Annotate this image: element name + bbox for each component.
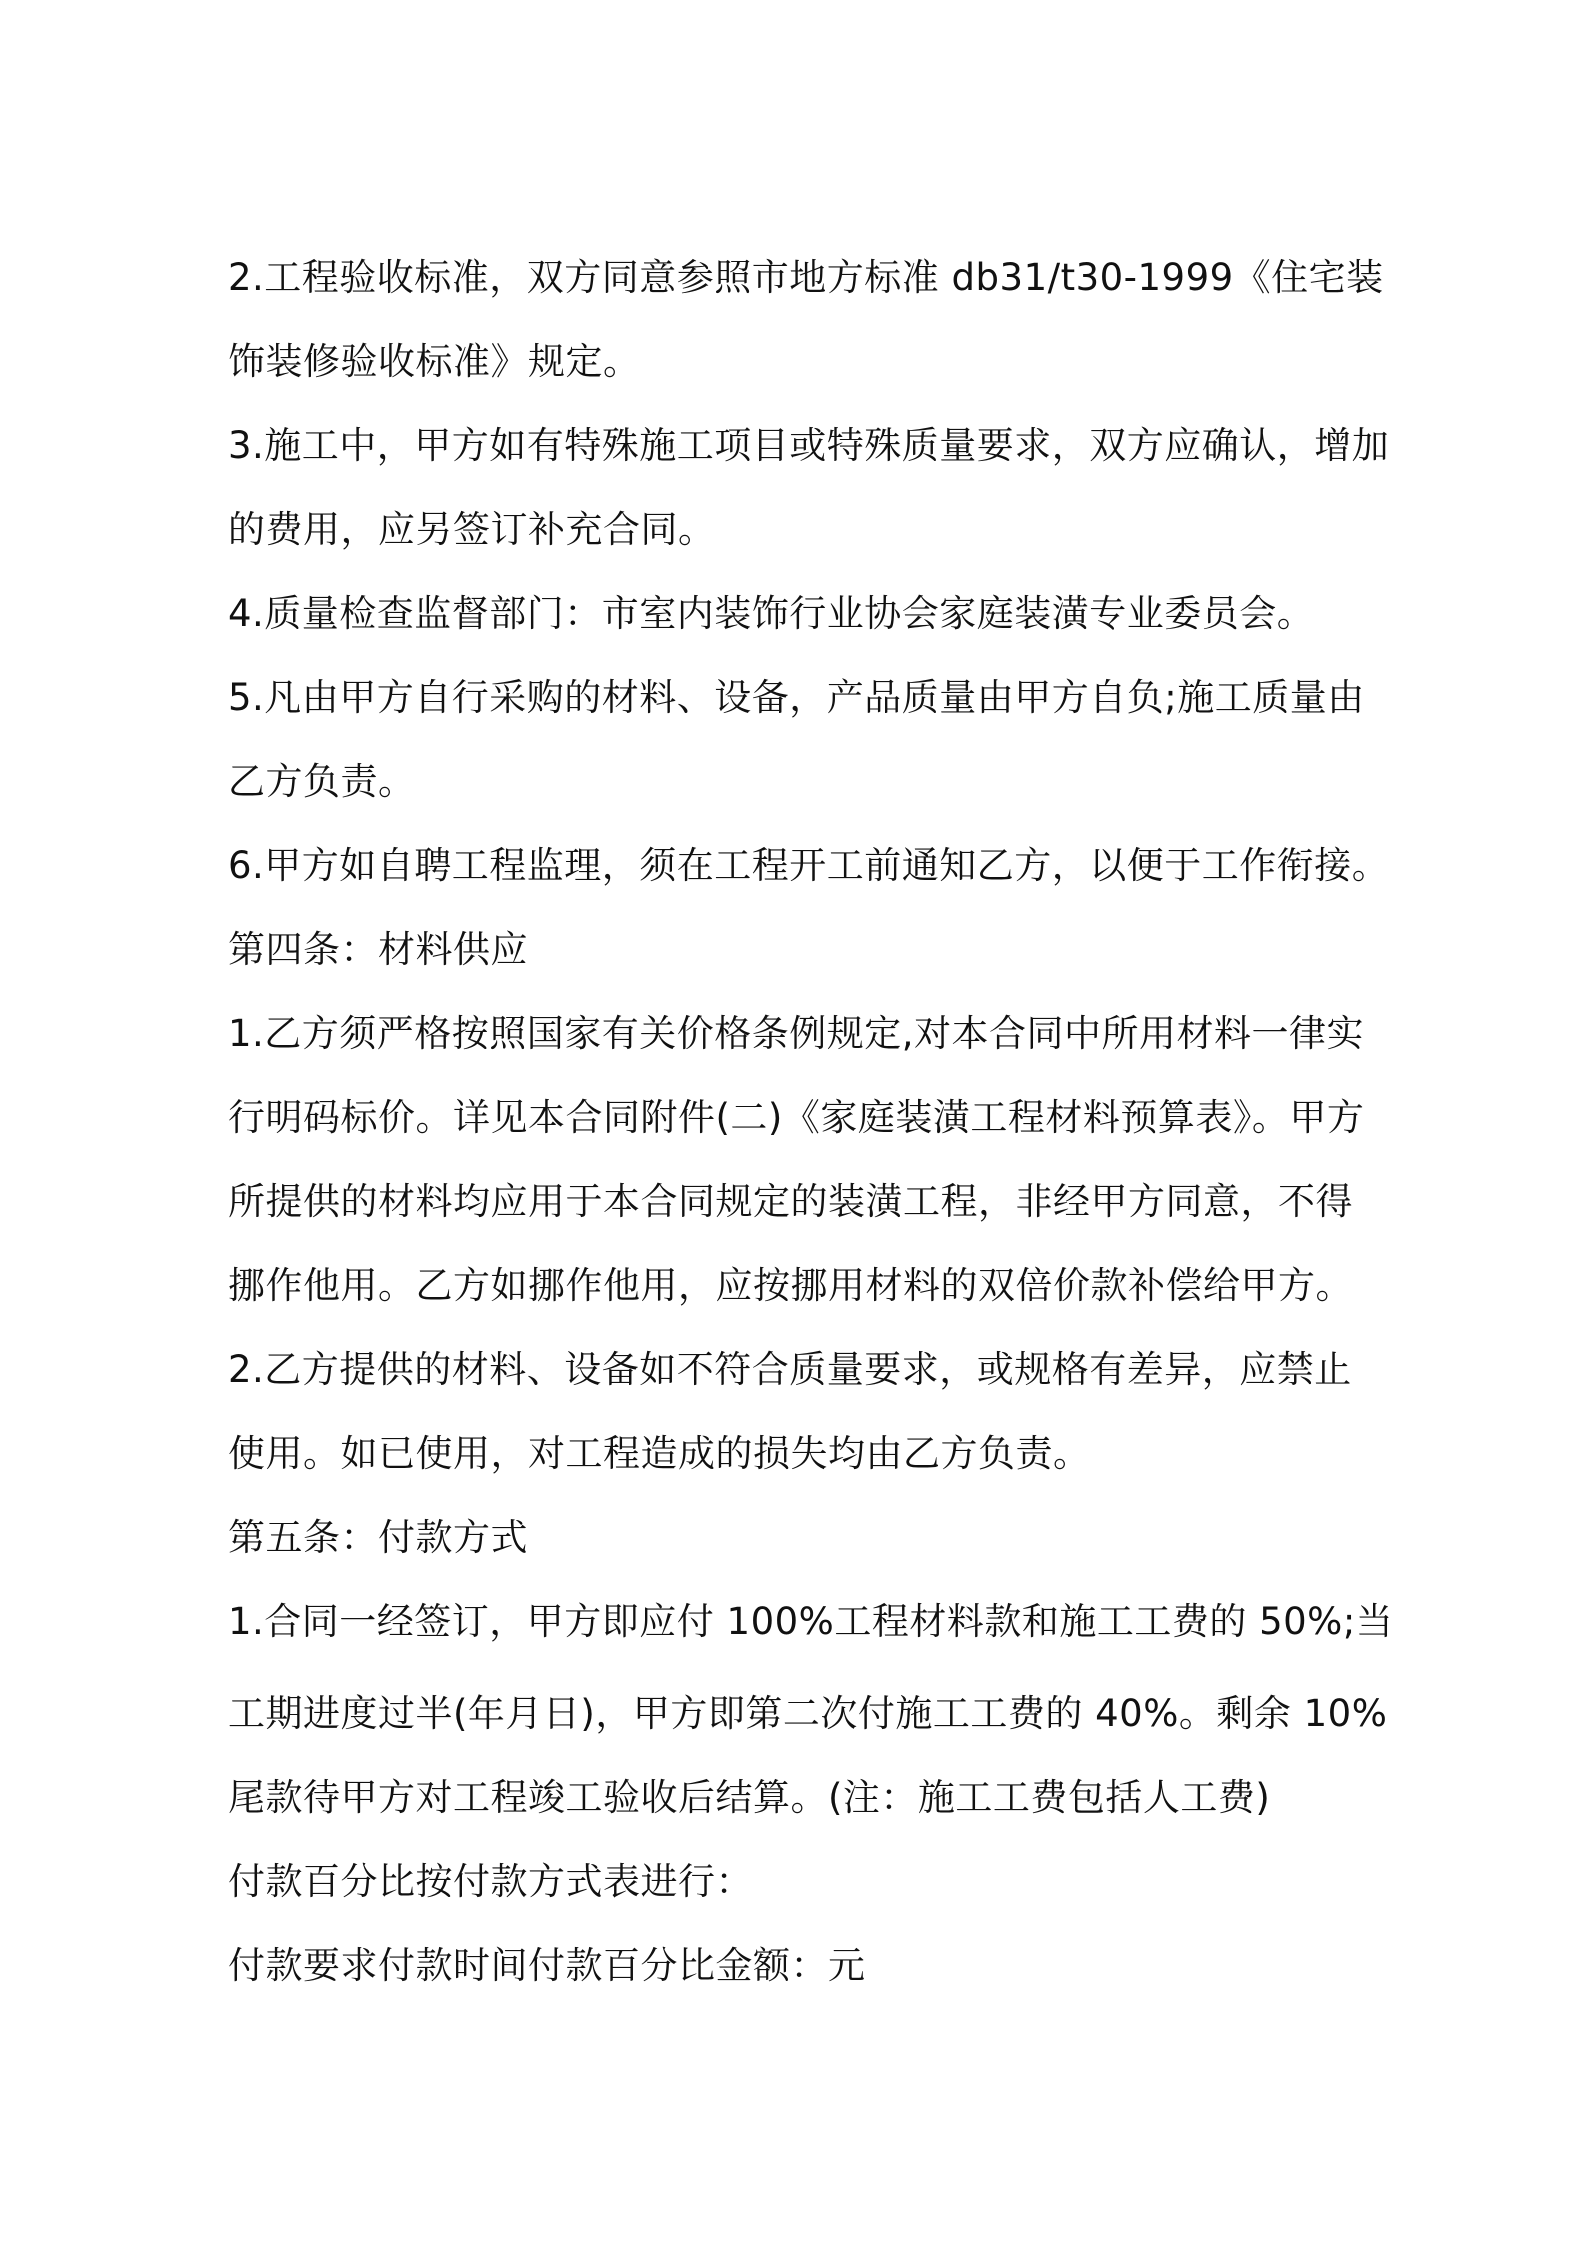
clause-3-5-line-2: 乙方负责。 — [228, 760, 416, 803]
article-5-heading: 第五条：付款方式 — [228, 1516, 528, 1559]
clause-4-1-line-1: 1.乙方须严格按照国家有关价格条例规定,对本合同中所用材料一律实 — [228, 1012, 1365, 1055]
payment-table-header: 付款要求付款时间付款百分比金额：元 — [228, 1944, 866, 1987]
clause-4-2-line-1: 2.乙方提供的材料、设备如不符合质量要求，或规格有差异，应禁止 — [228, 1348, 1352, 1391]
clause-4-1-line-4: 挪作他用。乙方如挪作他用，应按挪用材料的双倍价款补偿给甲方。 — [228, 1264, 1353, 1307]
line-gap — [228, 1664, 1378, 1672]
contract-text — [228, 236, 1394, 2008]
clause-3-2-line-2: 饰装修验收标准》规定。 — [228, 340, 641, 383]
clause-4-1-line-3: 所提供的材料均应用于本合同规定的装潢工程，非经甲方同意，不得 — [228, 1180, 1353, 1223]
payment-table-intro: 付款百分比按付款方式表进行： — [228, 1860, 753, 1903]
clause-5-1-line-2: 工期进度过半(年月日)，甲方即第二次付施工工费的 40%。剩余 10% — [228, 1692, 1388, 1735]
clause-3-3-line-2: 的费用，应另签订补充合同。 — [228, 508, 716, 551]
clause-3-5-line-1: 5.凡由甲方自行采购的材料、设备，产品质量由甲方自负;施工质量由 — [228, 676, 1365, 719]
clause-5-1-line-3: 尾款待甲方对工程竣工验收后结算。(注：施工工费包括人工费) — [228, 1776, 1271, 1819]
clause-3-6: 6.甲方如自聘工程监理，须在工程开工前通知乙方，以便于工作衔接。 — [228, 844, 1390, 887]
clause-5-1-line-1: 1.合同一经签订，甲方即应付 100%工程材料款和施工工费的 50%;当 — [228, 1600, 1394, 1643]
clause-3-4: 4.质量检查监督部门：市室内装饰行业协会家庭装潢专业委员会。 — [228, 592, 1315, 635]
clause-4-2-line-2: 使用。如已使用，对工程造成的损失均由乙方负责。 — [228, 1432, 1091, 1475]
clause-3-2-line-1: 2.工程验收标准，双方同意参照市地方标准 db31/t30-1999《住宅装 — [228, 256, 1384, 299]
article-4-heading: 第四条：材料供应 — [228, 928, 528, 971]
clause-4-1-line-2: 行明码标价。详见本合同附件(二)《家庭装潢工程材料预算表》。甲方 — [228, 1096, 1365, 1139]
clause-3-3-line-1: 3.施工中，甲方如有特殊施工项目或特殊质量要求，双方应确认，增加 — [228, 424, 1390, 467]
